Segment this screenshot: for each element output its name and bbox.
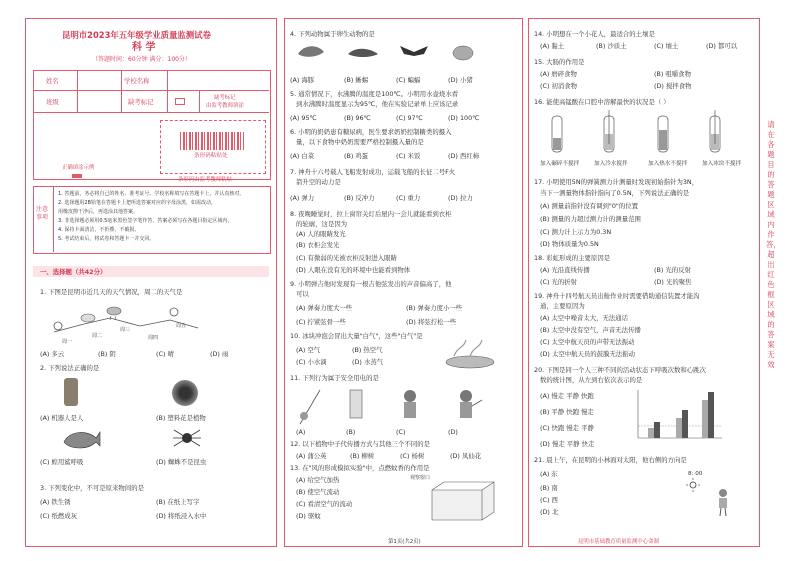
q12-option-a[interactable]: (A) 蒲公英	[296, 452, 327, 460]
q1-day-5: 周五	[176, 323, 187, 329]
q8-stem: 8. 夜晚睡觉时，拉上窗帘关灯后屋内一会儿就能看到衣柜	[290, 210, 452, 218]
q8-stem-2: 的轮廓，这是因为	[296, 220, 348, 228]
barcode-note: 条形码由监考教师粘贴	[178, 177, 232, 183]
q18-option-a[interactable]: (A) 光沿直线传播	[540, 266, 590, 274]
q1-option-b[interactable]: (B) 阴	[98, 350, 116, 358]
q1-day-4: 周四	[148, 335, 159, 341]
exam-meta: （答题时间：60分钟 满分：100分）	[92, 56, 191, 63]
q15-option-a[interactable]: (A) 磨碎食物	[540, 70, 577, 78]
note-4: 3. 非选择题必须用0.5毫米黑色签字笔作答，答案必须写在各题目指定区域内，	[58, 218, 233, 224]
q1-day-2: 周二	[92, 333, 103, 339]
q16-stem: 16. 能使高锰酸在口腔中溶解最快的状况是（ ）	[534, 98, 670, 106]
school-label: 学校名称	[124, 77, 150, 85]
info-col-b	[77, 70, 122, 112]
q9-option-b[interactable]: (B) 弹奏力度小一些	[406, 304, 463, 312]
q7-option-d[interactable]: (D) 拉力	[448, 194, 473, 202]
q18-option-c[interactable]: (C) 光的折射	[540, 278, 578, 286]
q19-option-b[interactable]: (B) 太空中没有空气，声音无法传播	[540, 326, 641, 334]
q4-stem: 4. 下列动物属于卵生动物的是	[290, 30, 375, 38]
q16-option-a[interactable]: 加入碾碎不搅拌	[540, 161, 580, 167]
q4-option-c[interactable]: (C) 蝙蝠	[396, 76, 421, 84]
q20-option-d[interactable]: (D) 慢走 平静 快走	[540, 440, 595, 448]
missing-note-2: 由监考教师填涂	[206, 103, 244, 109]
q10-option-d[interactable]: (D) 水蒸气	[352, 358, 384, 366]
q11-option-d[interactable]: (D)	[448, 428, 458, 436]
q14-option-d[interactable]: (D) 都可以	[706, 42, 738, 50]
q14-stem: 14. 小明想在一个小花人，最适合的土壤是	[534, 30, 655, 38]
q10-stem: 10. 冰块冲泡会冒出大量"白气"，这些"白气"是	[290, 332, 423, 340]
q20-option-a[interactable]: (A) 慢走 平静 快跑	[540, 392, 594, 400]
q7-option-a[interactable]: (A) 弹力	[290, 194, 315, 202]
q21-option-d[interactable]: (D) 北	[540, 508, 559, 516]
exam-mark-label: 缺考标记	[128, 98, 154, 106]
q1-option-a[interactable]: (A) 多云	[40, 350, 65, 358]
q11-option-b[interactable]: (B)	[346, 428, 356, 436]
q3-option-b[interactable]: (B) 在纸上写字	[156, 498, 200, 506]
q16-option-b[interactable]: 加入冷水搅拌	[594, 161, 628, 167]
q2-option-c[interactable]: (C) 蝗用鲨呼吸	[40, 458, 84, 466]
q5-option-c[interactable]: (C) 97℃	[396, 114, 423, 122]
q19-stem-2: 通，主要原因为	[540, 302, 585, 310]
wind-box-icon	[410, 478, 500, 524]
q15-option-b[interactable]: (B) 咀嚼食物	[654, 70, 691, 78]
q20-option-c[interactable]: (C) 快跑 慢走 平静	[540, 424, 594, 432]
q5-option-a[interactable]: (A) 95℃	[290, 114, 317, 122]
q19-option-a[interactable]: (A) 太空中噪音太大，无法通话	[540, 314, 629, 322]
q21-option-a[interactable]: (A) 东	[540, 470, 558, 478]
dolphin-icon	[296, 42, 326, 62]
fill-example-mark	[72, 174, 82, 178]
q5-option-d[interactable]: (D) 100℃	[448, 114, 480, 122]
q1-stem: 1. 下图是昆明市近几天的天气情况，周二的天气是	[40, 288, 183, 296]
q18-option-d[interactable]: (D) 光的聚焦	[654, 278, 692, 286]
q17-option-c[interactable]: (C) 测力计上示力为0.3N	[540, 228, 612, 236]
q6-option-b[interactable]: (B) 鸡蛋	[344, 152, 369, 160]
child-figure-icon	[714, 488, 732, 518]
q5-stem: 5. 通常情况下，水沸腾的温度是100℃。小明用水壶烧水看	[290, 90, 459, 98]
q9-option-a[interactable]: (A) 弹奏力度大一些	[296, 304, 353, 312]
socket-icon	[346, 386, 366, 422]
q13-option-a[interactable]: (A) 给空气加热	[296, 476, 340, 484]
weather-chart	[48, 298, 208, 342]
q10-option-b[interactable]: (B) 热空气	[352, 346, 383, 354]
q21-option-b[interactable]: (B) 南	[540, 484, 558, 492]
kite-wire-icon	[296, 386, 324, 426]
q10-option-a[interactable]: (A) 空气	[296, 346, 321, 354]
q4-option-b[interactable]: (B) 蜥蜴	[344, 76, 369, 84]
subject-title: 科 学	[132, 42, 156, 53]
q6-stem: 6. 小明的奶奶患有糖尿病，医生要求奶奶控制糖类的摄入	[290, 128, 452, 136]
column-marks	[32, 10, 38, 14]
q5-option-b[interactable]: (B) 96℃	[344, 114, 371, 122]
q9-option-c[interactable]: (C) 拧紧弦骨一些	[296, 318, 346, 326]
q17-option-d[interactable]: (D) 物体质量为0.5N	[540, 240, 599, 248]
side-note: 请在各题目的答题区域内作答，超出红色框区域的答案无效	[766, 120, 781, 369]
missing-note-1: 缺考标记	[214, 95, 236, 101]
q7-option-c[interactable]: (C) 重力	[396, 194, 421, 202]
q17-option-a[interactable]: (A) 测量前指针没有调到"0"的位置	[540, 202, 639, 210]
bat-icon	[398, 44, 430, 60]
q18-stem: 18. 彩虹形成的主要原因是	[534, 254, 611, 262]
q21-stem: 21. 晨上午，在昆明的小林面对太阳，他右侧的方向是	[534, 456, 687, 464]
q13-option-c[interactable]: (C) 看清空气的流动	[296, 500, 353, 508]
q2-option-d[interactable]: (D) 蜘蛛不是昆虫	[156, 458, 207, 466]
q21-time: 8: 00	[688, 471, 703, 477]
page-title: 昆明市2023年五年级学业质量监测试卷	[62, 30, 211, 40]
q15-stem: 15. 大肠的作用是	[534, 58, 585, 66]
note-6: 5. 考试结束后，将试卷和答题卡一并交回。	[58, 236, 155, 242]
page-number: 第1页(共2页)	[388, 539, 421, 545]
q1-day-1: 周一	[62, 339, 73, 345]
q13-option-b[interactable]: (B) 使空气流动	[296, 488, 340, 496]
q6-option-d[interactable]: (D) 西红柿	[448, 152, 480, 160]
sun-icon-2	[170, 308, 178, 316]
q9-stem-2: 可以	[296, 290, 309, 298]
q11-option-a[interactable]: (A)	[296, 428, 306, 436]
q13-window-label: 观察窗口	[410, 475, 431, 481]
q1-option-c[interactable]: (C) 晴	[156, 350, 174, 358]
q7-stem: 7. 神舟十六号载人飞船发射成功，运载飞船的长征二号F火	[290, 168, 456, 176]
q6-stem-2: 量，以下食物中奶奶需要严格控制摄入量的是	[296, 138, 424, 146]
q4-option-d[interactable]: (D) 小猪	[448, 76, 473, 84]
q12-option-b[interactable]: (B) 柳树	[350, 452, 375, 460]
q3-option-d[interactable]: (D) 将纸浸入水中	[156, 512, 207, 520]
q16-option-c[interactable]: 加入热水不搅拌	[648, 161, 688, 167]
section-title: 一、选择题（共42分）	[40, 268, 107, 276]
q12-option-c[interactable]: (C) 杨树	[400, 452, 425, 460]
q1-day-3: 周三	[120, 327, 131, 333]
q9-stem: 9. 小明弹吉他时发现有一根吉他弦发出的声音偏高了，他	[290, 280, 452, 288]
sun-icon	[54, 322, 62, 330]
q6-option-c[interactable]: (C) 米饭	[396, 152, 421, 160]
q11-stem: 11. 下列行为属于安全用电的是	[290, 374, 379, 382]
q5-stem-2: 到水沸腾时温度显示为95℃，他在实验记录单上应该记录	[296, 100, 459, 108]
footer-org: 昆明市基础教育质量监测中心命制	[578, 539, 659, 545]
fill-example: 正确填涂示例	[62, 165, 95, 171]
q4-option-a[interactable]: (A) 海豚	[290, 76, 315, 84]
plastic-flower-icon	[172, 380, 198, 406]
barcode-label: 条形码粘贴处	[194, 153, 228, 159]
note-3: 用橡皮擦干净后，再选涂其他答案。	[58, 209, 139, 215]
q19-stem: 19. 神舟十四号航天员出舱作业时需要借助通信装置才能沟	[534, 292, 700, 300]
q13-option-d[interactable]: (D) 驱蚊	[296, 512, 321, 520]
q14-option-a[interactable]: (A) 黏土	[540, 42, 565, 50]
note-1: 1. 答题前，务必将自己的姓名、准考证号、学校名称填写在答题卡上，并认真核对。	[58, 191, 245, 197]
q20-option-b[interactable]: (B) 平静 快跑 慢走	[540, 408, 594, 416]
q20-stem: 20. 下图是同一个人三种不同的活动状态下呼吸次数和心跳次	[534, 366, 706, 374]
q21-option-c[interactable]: (C) 西	[540, 496, 558, 504]
q2-option-a[interactable]: (A) 机器人是人	[40, 414, 84, 422]
q2-option-b[interactable]: (B) 塑料花是植物	[156, 414, 206, 422]
q15-option-c[interactable]: (C) 初消食物	[540, 82, 578, 90]
note-2: 2. 选择题用2B铅笔在答题卡上把所选答案对应的字母涂黑，如需改动，	[58, 200, 216, 206]
q17-stem-2: 当下一测量物体指针指向了0.5N，下列说法正确的是	[540, 189, 690, 197]
q14-option-c[interactable]: (C) 壤土	[654, 42, 679, 50]
q8-option-c[interactable]: (C) 有微弱的光被衣柜反射进入眼睛	[296, 254, 397, 262]
q18-option-b[interactable]: (B) 光的反射	[654, 266, 691, 274]
breath-heart-chart	[632, 388, 724, 444]
lizard-icon	[346, 44, 380, 62]
q10-option-c[interactable]: (C) 小水滴	[296, 358, 327, 366]
q6-option-a[interactable]: (A) 白菜	[290, 152, 315, 160]
q17-stem: 17. 小明使用5N的弹簧测力计测量时发现初始指针为3N，	[534, 178, 699, 186]
notes-label: 注意事项	[36, 206, 49, 221]
q8-option-d[interactable]: (D) 人眼在没有光的环境中也能看到物体	[296, 266, 411, 274]
exam-mark-checkbox[interactable]	[175, 98, 185, 105]
q7-stem-2: 箭升空的动力是	[296, 178, 341, 186]
name-label: 姓名	[46, 77, 59, 85]
barcode-icon	[180, 132, 244, 150]
cloud-icon	[81, 314, 95, 322]
piglet-icon	[450, 42, 476, 62]
spider-icon	[172, 424, 202, 452]
q11-option-c[interactable]: (C)	[396, 428, 406, 436]
robot-icon	[64, 378, 78, 406]
q3-option-c[interactable]: (C) 纸燃成灰	[40, 512, 78, 520]
sun-icon-q21	[686, 478, 700, 492]
q1-option-d[interactable]: (D) 雨	[210, 350, 229, 358]
q12-stem: 12. 以下植物中子代传播方式与其他三个不同的是	[290, 440, 431, 448]
note-5: 4. 保持卡面清洁，不折叠、不破损。	[58, 227, 140, 233]
q13-stem: 13. 在"风的形成模拟实验"中，点燃蚊香的作用是	[290, 464, 430, 472]
q14-option-b[interactable]: (B) 沙质土	[596, 42, 627, 50]
q19-option-d[interactable]: (D) 太空中航天员的鼓膜无法振动	[540, 350, 636, 358]
steaming-bowl-icon	[440, 338, 500, 370]
q16-option-d[interactable]: 加入冰块不搅拌	[702, 161, 742, 167]
tube-diagrams	[546, 110, 746, 158]
q7-option-b[interactable]: (B) 反冲力	[344, 194, 375, 202]
wet-hand-icon	[394, 386, 428, 422]
q3-stem: 3. 下列变化中，不可是原来物间的是	[40, 484, 144, 492]
q8-option-b[interactable]: (B) 衣柜会发光	[296, 241, 340, 249]
q15-option-d[interactable]: (D) 搅拌食物	[654, 82, 692, 90]
q3-option-a[interactable]: (A) 铁生锈	[40, 498, 71, 506]
whale-icon	[62, 426, 102, 452]
electrician-icon	[448, 386, 484, 422]
q9-option-d[interactable]: (D) 将弦拧松一些	[406, 318, 457, 326]
q12-option-d[interactable]: (D) 凤仙花	[450, 452, 482, 460]
q8-option-a[interactable]: (A) 人的眼睛发光	[296, 230, 346, 238]
q17-option-b[interactable]: (B) 测量的力超过测力计的测量范围	[540, 215, 641, 223]
q19-option-c[interactable]: (C) 太空中航天员的声带无法振动	[540, 338, 635, 346]
class-label: 班级	[46, 98, 59, 106]
q2-stem: 2. 下列说法正确的是	[40, 364, 100, 372]
q20-stem-2: 数的统计图，从左到右依次表示的是	[540, 376, 643, 384]
